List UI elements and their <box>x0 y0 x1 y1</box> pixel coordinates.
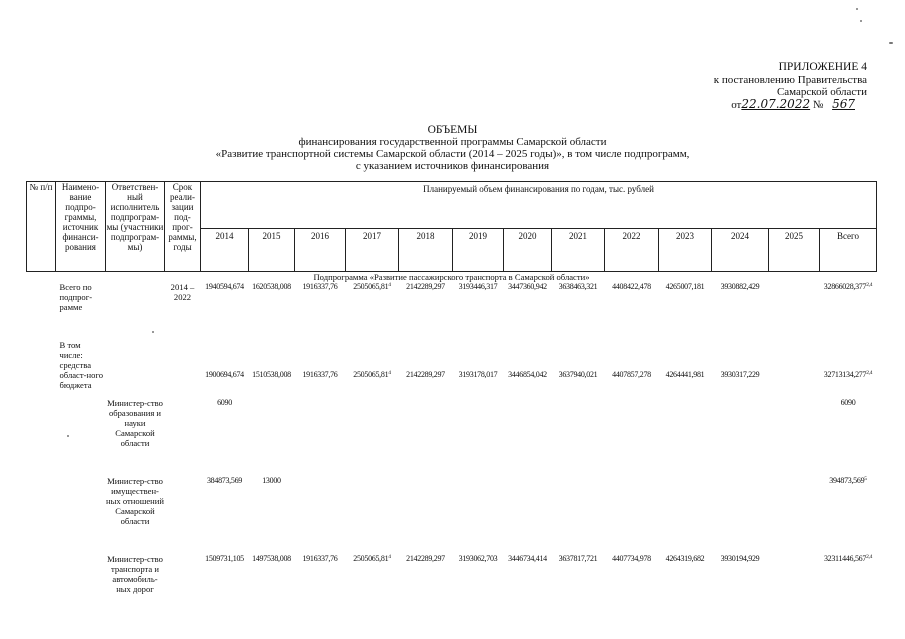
value-text: 3193446,317 <box>458 282 498 291</box>
value-text: 4264441,981 <box>665 370 705 379</box>
year-header: 2024 <box>712 229 769 272</box>
value-text: 1916337,76 <box>302 370 338 379</box>
row-year-value <box>504 554 552 624</box>
row-year-value <box>249 340 295 398</box>
footnote-mark: 2,4 <box>866 370 873 376</box>
row-year-value <box>346 476 399 554</box>
value-text: 32311446,567 <box>823 554 867 563</box>
row-number <box>27 282 56 340</box>
row-name <box>56 554 106 624</box>
row-year-value <box>769 340 820 398</box>
row-year-value <box>249 282 295 340</box>
row-number <box>27 554 56 624</box>
row-year-value <box>249 554 295 624</box>
row-year-value <box>712 340 769 398</box>
row-year-value <box>201 282 249 340</box>
doc-subtitle-2: «Развитие транспортной системы Самарской области (2014 – 2025 годы)», в том числе подпрограмм, <box>215 148 690 160</box>
row-year-value <box>295 398 346 476</box>
year-header: 2018 <box>399 229 453 272</box>
date-prefix: от <box>731 99 742 111</box>
row-name: Всего по подпрог-рамме <box>59 282 93 312</box>
year-header: 2017 <box>346 229 399 272</box>
row-year-value <box>659 282 712 340</box>
total-header: Всего <box>820 229 877 272</box>
row-year-value <box>504 476 552 554</box>
col-header-planned: Планируемый объем финансирования по годам, тыс. рублей <box>201 182 877 229</box>
value-text: 2505065,81 <box>353 554 389 563</box>
row-total-value <box>820 554 877 624</box>
row-year-value <box>201 476 249 554</box>
row-year-value <box>552 340 605 398</box>
row-period <box>165 554 201 624</box>
row-year-value <box>712 554 769 624</box>
row-year-value <box>605 398 659 476</box>
row-total-value <box>820 398 877 476</box>
value-text: 2142289,297 <box>406 282 445 291</box>
row-year-value <box>504 282 552 340</box>
table-row <box>27 282 877 340</box>
row-year-value <box>504 340 552 398</box>
row-name <box>56 476 106 554</box>
row-year-value <box>295 554 346 624</box>
row-year-value <box>346 340 399 398</box>
row-year-value <box>605 554 659 624</box>
value-text: 3193178,017 <box>458 370 498 379</box>
row-year-value <box>659 476 712 554</box>
row-year-value <box>399 282 453 340</box>
row-year-value <box>712 282 769 340</box>
year-header: 2023 <box>659 229 712 272</box>
row-period <box>165 476 201 554</box>
footnote-mark: 4 <box>388 370 391 376</box>
value-text: 32866028,377 <box>823 282 867 291</box>
footnote-mark: 2,4 <box>866 282 873 288</box>
value-text: 3637817,721 <box>558 554 598 563</box>
year-header: 2019 <box>453 229 504 272</box>
subprogram-row <box>27 272 877 283</box>
value-text: 4407857,278 <box>612 370 651 379</box>
row-responsible: Министер-ство имуществен-ных отношений Самарской области <box>106 476 164 526</box>
row-year-value <box>399 554 453 624</box>
value-text: 3193062,703 <box>458 554 498 563</box>
row-year-value <box>605 476 659 554</box>
row-number <box>27 476 56 554</box>
table-row <box>27 340 877 398</box>
value-text: 6090 <box>217 398 232 407</box>
col-header-number: № п/п <box>27 182 56 272</box>
value-text: 3637940,021 <box>558 370 598 379</box>
row-year-value <box>249 476 295 554</box>
appendix-line2: к постановлению Правительства <box>713 74 867 86</box>
value-text: 1620538,008 <box>252 282 291 291</box>
value-text: 3446854,042 <box>508 370 547 379</box>
row-year-value <box>712 476 769 554</box>
value-text: 3446734,414 <box>508 554 547 563</box>
row-year-value <box>552 282 605 340</box>
year-header: 2025 <box>769 229 820 272</box>
row-year-value <box>552 398 605 476</box>
appendix-date-line <box>731 98 867 112</box>
row-year-value <box>453 398 504 476</box>
row-responsible: Министер-ство транспорта и автомобиль-ных дорог <box>107 554 163 594</box>
table-row <box>27 554 877 624</box>
row-year-value <box>552 476 605 554</box>
footnote-mark: 2,4 <box>866 554 873 560</box>
appendix-line3: Самарской области <box>776 86 867 98</box>
scan-speck <box>889 42 893 44</box>
footnote-mark: 4 <box>388 282 391 288</box>
row-total-value <box>820 282 877 340</box>
row-responsible <box>106 340 165 398</box>
value-text: 4264319,682 <box>665 554 705 563</box>
footnote-mark: 4 <box>388 554 391 560</box>
value-text: 394873,569 <box>829 476 865 485</box>
value-text: 384873,569 <box>206 476 242 485</box>
row-year-value <box>453 340 504 398</box>
table-header-row <box>27 182 877 229</box>
col-header-name: Наимено-вание подпро-граммы, источник финанси-рования <box>56 182 106 272</box>
footnote-mark: 5 <box>864 476 867 482</box>
value-text: 1916337,76 <box>302 554 338 563</box>
year-header: 2020 <box>504 229 552 272</box>
row-year-value <box>605 340 659 398</box>
year-header: 2014 <box>201 229 249 272</box>
value-text: 3930317,229 <box>720 370 760 379</box>
value-text: 2142289,297 <box>406 554 445 563</box>
row-year-value <box>201 554 249 624</box>
value-text: 4408422,478 <box>612 282 651 291</box>
value-text: 3447360,942 <box>508 282 547 291</box>
row-year-value <box>346 282 399 340</box>
scan-speck <box>856 8 858 10</box>
date-value: 22.07.2022 <box>741 97 811 111</box>
value-text: 3638463,321 <box>558 282 598 291</box>
row-responsible <box>106 282 165 340</box>
row-year-value <box>399 476 453 554</box>
row-number <box>27 340 56 398</box>
row-year-value <box>769 476 820 554</box>
row-year-value <box>453 476 504 554</box>
number-prefix: № <box>812 99 824 111</box>
row-year-value <box>769 398 820 476</box>
funding-table <box>26 181 877 624</box>
value-text: 3930882,429 <box>720 282 760 291</box>
value-text: 2505065,81 <box>353 282 389 291</box>
row-total-value <box>820 340 877 398</box>
year-header: 2015 <box>249 229 295 272</box>
row-name <box>56 398 106 476</box>
row-year-value <box>201 340 249 398</box>
row-year-value <box>249 398 295 476</box>
row-year-value <box>295 282 346 340</box>
row-year-value <box>712 398 769 476</box>
row-year-value <box>346 554 399 624</box>
value-text: 6090 <box>840 398 856 407</box>
row-year-value <box>295 476 346 554</box>
row-period: 2014 – 2022 <box>170 282 195 302</box>
appendix-title: ПРИЛОЖЕНИЕ 4 <box>778 61 867 73</box>
doc-subtitle-1: финансирования государственной программы Самарской области <box>298 136 607 148</box>
value-text: 2142289,297 <box>406 370 445 379</box>
row-year-value <box>769 282 820 340</box>
value-text: 1916337,76 <box>302 282 338 291</box>
row-total-value <box>820 476 877 554</box>
doc-subtitle-3: с указанием источников финансирования <box>355 160 550 172</box>
value-text: 1900694,674 <box>205 370 244 379</box>
row-number <box>27 398 56 476</box>
value-text: 3930194,929 <box>720 554 760 563</box>
value-text: 1510538,008 <box>252 370 291 379</box>
row-year-value <box>346 398 399 476</box>
year-header: 2016 <box>295 229 346 272</box>
row-year-value <box>453 282 504 340</box>
row-year-value <box>399 340 453 398</box>
value-text: 4407734,978 <box>612 554 651 563</box>
row-year-value <box>552 554 605 624</box>
number-value: 567 <box>832 97 855 111</box>
value-text: 32713134,277 <box>823 370 867 379</box>
row-year-value <box>504 398 552 476</box>
row-year-value <box>769 554 820 624</box>
row-responsible: Министер-ство образования и науки Самарской области <box>107 398 163 448</box>
value-text: 1497538,008 <box>252 554 291 563</box>
table-row <box>27 476 877 554</box>
row-year-value <box>201 398 249 476</box>
value-text: 2505065,81 <box>353 370 389 379</box>
row-year-value <box>605 282 659 340</box>
row-year-value <box>659 340 712 398</box>
row-year-value <box>399 398 453 476</box>
doc-title: ОБЪЕМЫ <box>427 124 478 136</box>
value-text: 13000 <box>262 476 281 485</box>
row-period <box>165 340 201 398</box>
table-body <box>27 282 877 624</box>
value-text: 1940594,674 <box>205 282 244 291</box>
row-year-value <box>659 398 712 476</box>
subprogram-title: Подпрограмма «Развитие пассажирского транспорта в Самарской области» <box>313 272 590 282</box>
row-year-value <box>659 554 712 624</box>
row-year-value <box>453 554 504 624</box>
value-text: 4265007,181 <box>665 282 705 291</box>
year-header: 2022 <box>605 229 659 272</box>
value-text: 1509731,105 <box>205 554 244 563</box>
col-header-responsible: Ответствен-ный исполнитель подпрограм-мы (участники подпрограм-мы) <box>106 182 165 272</box>
row-name: В том числе: средства област-ного бюджета <box>59 340 103 390</box>
row-period <box>165 398 201 476</box>
col-header-period: Срок реали-зации под-прог-раммы, годы <box>165 182 201 272</box>
table-row <box>27 398 877 476</box>
year-header: 2021 <box>552 229 605 272</box>
row-year-value <box>295 340 346 398</box>
scan-speck <box>860 20 862 22</box>
